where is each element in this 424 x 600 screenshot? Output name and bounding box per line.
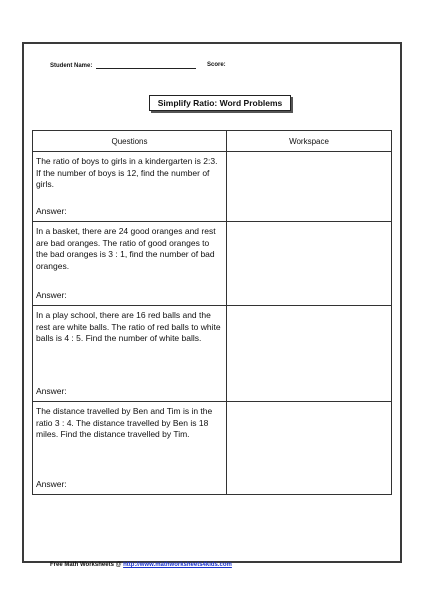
workspace-cell[interactable] bbox=[227, 222, 392, 306]
questions-column-header: Questions bbox=[33, 131, 227, 152]
footer bbox=[50, 562, 232, 568]
workspace-cell[interactable] bbox=[227, 152, 392, 222]
score-label: Score: bbox=[207, 62, 226, 68]
workspace-cell[interactable] bbox=[227, 306, 392, 402]
workspace-cell[interactable] bbox=[227, 402, 392, 495]
table-row bbox=[33, 306, 392, 402]
score-row bbox=[207, 62, 226, 68]
student-name-label: Student Name: bbox=[50, 63, 93, 69]
footer-link[interactable]: http://www.mathworksheets4kids.com bbox=[123, 562, 232, 568]
worksheet-title: Simplify Ratio: Word Problems bbox=[149, 95, 291, 111]
question-text: The distance travelled by Ben and Tim is in the ratio 3 : 4. The distance travelled by Ben is 18 miles. Find the distance travelled by Tim. bbox=[36, 406, 213, 439]
problems-table bbox=[32, 130, 392, 495]
table-header-row bbox=[33, 131, 392, 152]
answer-label: Answer: bbox=[36, 290, 67, 300]
student-name-line[interactable] bbox=[96, 62, 196, 69]
table-row bbox=[33, 222, 392, 306]
answer-label: Answer: bbox=[36, 479, 67, 489]
answer-label: Answer: bbox=[36, 206, 67, 216]
question-text: In a basket, there are 24 good oranges and rest are bad oranges. The ratio of good oranges to the bad oranges is 3 : 1, find the number of bad oranges. bbox=[36, 226, 216, 271]
question-text: In a play school, there are 16 red balls and the rest are white balls. The ratio of red balls to white balls is 4 : 5. Find the number of white balls. bbox=[36, 310, 221, 343]
student-name-row bbox=[50, 62, 196, 69]
question-text: The ratio of boys to girls in a kindergarten is 2:3. If the number of boys is 12, find the number of girls. bbox=[36, 156, 218, 189]
question-cell bbox=[33, 152, 227, 222]
question-cell bbox=[33, 402, 227, 495]
table-row bbox=[33, 402, 392, 495]
footer-prefix: Free Math Worksheets @ bbox=[50, 562, 124, 568]
workspace-column-header: Workspace bbox=[227, 131, 392, 152]
question-cell bbox=[33, 306, 227, 402]
answer-label: Answer: bbox=[36, 386, 67, 396]
table-row bbox=[33, 152, 392, 222]
question-cell bbox=[33, 222, 227, 306]
